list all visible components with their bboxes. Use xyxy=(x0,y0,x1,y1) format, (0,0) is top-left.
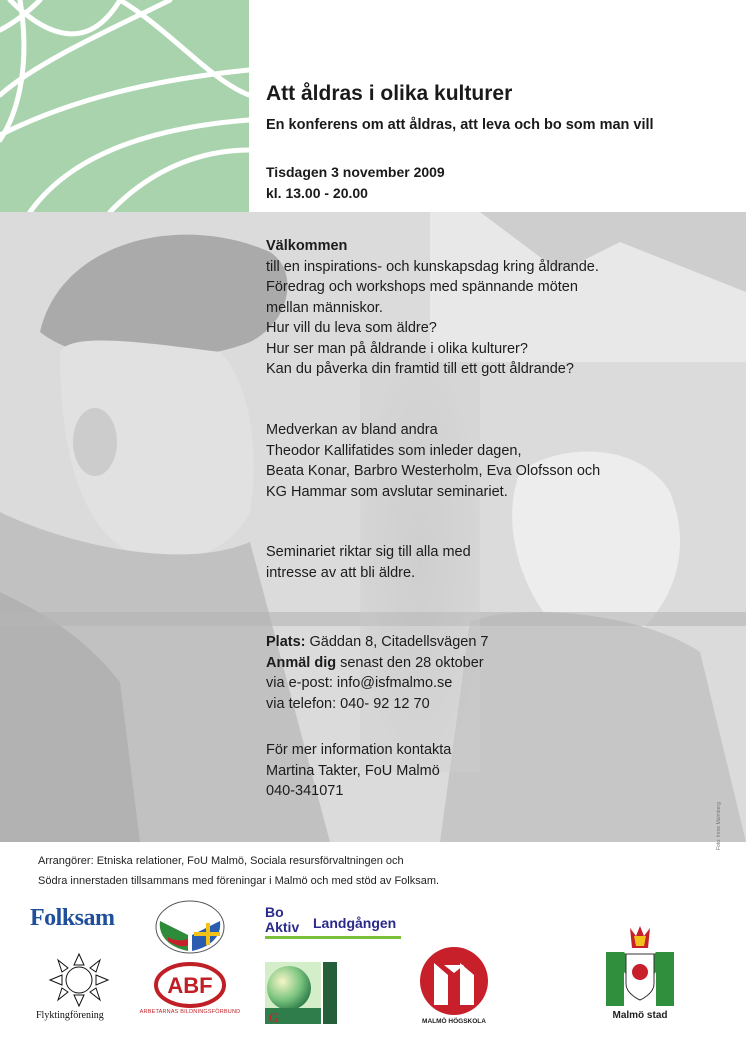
landgangen-text: Landgången xyxy=(313,915,397,931)
flykting-caption: Flyktingförening xyxy=(36,1010,104,1021)
bo-text: Bo xyxy=(265,904,284,920)
phone-line: via telefon: 040- 92 12 70 xyxy=(266,695,430,712)
welcome-line: Föredrag och workshops med spännande möten xyxy=(266,279,578,295)
green-circle-organisation-logo xyxy=(265,962,337,1024)
signup-label: Anmäl dig xyxy=(266,654,337,671)
page-subtitle: En konferens om att åldras, att leva och bo som man vill xyxy=(266,117,654,133)
sun-star-icon xyxy=(36,950,122,1010)
flyktingforening-logo xyxy=(36,950,122,1022)
bo-aktiv-label xyxy=(265,905,299,935)
green-circle-graphic xyxy=(265,962,337,1024)
audience-line: intresse av att bli äldre. xyxy=(266,564,416,581)
abf-caption: ARBETARNAS BILDNINGSFÖRBUND xyxy=(139,1009,241,1015)
page-title: Att åldras i olika kulturer xyxy=(266,82,513,105)
malmo-stad-logo xyxy=(600,922,680,1024)
mh-caption: MALMÖ HÖGSKOLA xyxy=(422,1018,486,1025)
abf-logo xyxy=(135,962,245,1022)
event-time: kl. 13.00 - 20.00 xyxy=(266,185,368,201)
signup-deadline: senast den 28 oktober xyxy=(336,654,484,671)
welcome-line: Kan du påverka din framtid till ett gott åldrande? xyxy=(266,361,574,377)
welcome-section xyxy=(266,236,599,380)
place-label: Plats: xyxy=(266,634,306,650)
photo-credit: Foto: Irene Malmberg xyxy=(716,802,722,850)
leaf-decoration xyxy=(0,0,249,212)
email-line[interactable]: via e-post: info@isfmalmo.se xyxy=(266,675,453,691)
event-date: Tisdagen 3 november 2009 xyxy=(266,164,445,180)
iransk-svenska-foreningen-logo xyxy=(148,895,232,955)
organizers-text xyxy=(38,851,439,891)
speakers-line: Beata Konar, Barbro Westerholm, Eva Olofsson och xyxy=(266,463,601,479)
speakers-section xyxy=(266,420,600,502)
aktiv-text: Aktiv xyxy=(265,919,300,935)
g-letter: G xyxy=(269,1010,279,1024)
malmo-hogskola-logo xyxy=(414,945,494,1027)
place-line xyxy=(266,632,489,653)
speakers-line: Medverkan av bland andra xyxy=(266,422,438,438)
welcome-heading: Välkommen xyxy=(266,238,348,254)
abf-text: ABF xyxy=(167,973,213,998)
signup-line xyxy=(266,653,489,674)
welcome-line: mellan människor. xyxy=(266,299,383,316)
contact-line: 040-341071 xyxy=(266,783,344,799)
leaf-lines-graphic xyxy=(0,0,249,212)
iransk-svenska-emblem xyxy=(148,895,232,955)
welcome-line: Hur vill du leva som äldre? xyxy=(266,320,437,336)
abf-oval-graphic xyxy=(135,962,245,1008)
landgangen-underline xyxy=(265,936,401,939)
mh-emblem xyxy=(414,945,494,1017)
organizers-line: Arrangörer: Etniska relationer, FoU Malmö, Sociala resursförvaltningen och xyxy=(38,855,404,867)
welcome-line: Hur ser man på åldrande i olika kulturer? xyxy=(266,340,528,357)
speakers-line: Theodor Kallifatides som inleder dagen, xyxy=(266,442,522,459)
speakers-line: KG Hammar som avslutar seminariet. xyxy=(266,483,508,500)
practical-section xyxy=(266,632,489,714)
contact-line: Martina Takter, FoU Malmö xyxy=(266,762,440,779)
folksam-logo: Folksam xyxy=(30,905,115,931)
contact-section xyxy=(266,740,451,802)
bo-aktiv-landgangen-logo xyxy=(265,905,405,941)
malmo-stad-caption: Malmö stad xyxy=(612,1010,668,1021)
audience-section xyxy=(266,542,471,583)
malmo-stad-coat-of-arms xyxy=(600,922,680,1008)
place-value: Gäddan 8, Citadellsvägen 7 xyxy=(305,634,489,650)
audience-line: Seminariet riktar sig till alla med xyxy=(266,544,471,560)
organizers-line: Södra innerstaden tillsammans med föreningar i Malmö och med stöd av Folksam. xyxy=(38,875,440,887)
welcome-line: till en inspirations- och kunskapsdag kring åldrande. xyxy=(266,258,599,275)
contact-line: För mer information kontakta xyxy=(266,742,452,758)
